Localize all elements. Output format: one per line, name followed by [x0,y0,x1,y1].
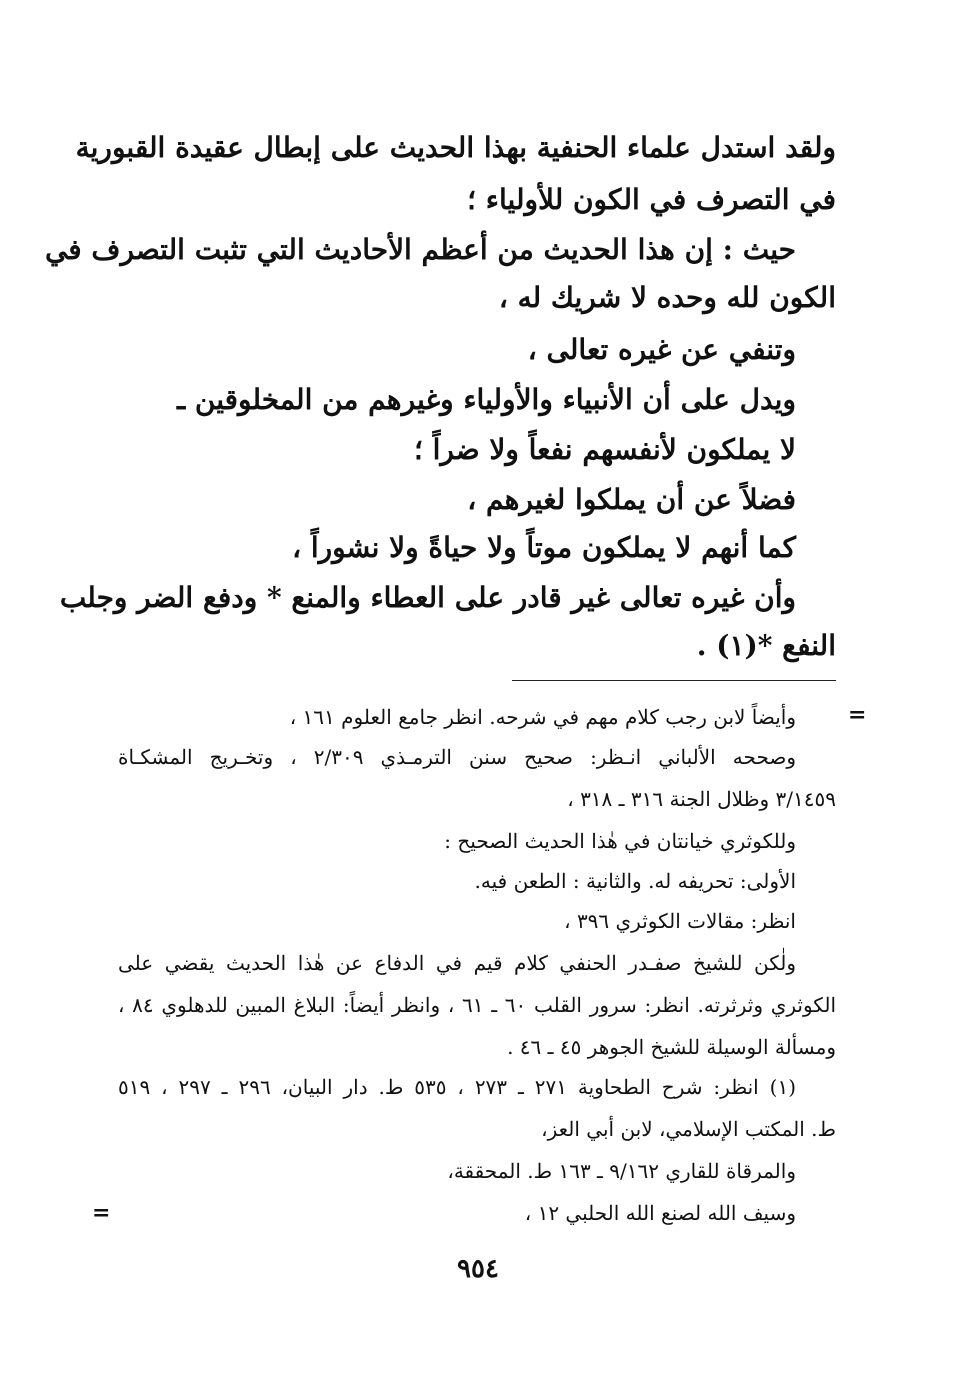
continuation-mark-top: = [848,702,867,728]
continuation-mark-bottom: = [92,1200,111,1226]
main-text-line-5: وتنفي عن غيره تعالى ، [527,333,796,366]
footnote-line-5: الأولى: تحريفه له. والثانية : الطعن فيه. [474,869,796,893]
main-text-line-11: النفع *(١) . [696,629,836,662]
main-text-line-6: ويدل على أن الأنبياء والأولياء وغيرهم من المخلوقين ـ [176,383,796,416]
footnote-line-12: والمرقاة للقاري ٩/١٦٢ ـ ١٦٣ ط. المحققة، [447,1159,796,1183]
main-text-line-1: ولقد استدل علماء الحنفية بهذا الحديث على إبطال عقيدة القبورية [75,131,836,164]
footnote-line-4: وللكوثري خيانتان في هٰذا الحديث الصحيح : [444,829,796,853]
page-number: ٩٥٤ [457,1254,499,1284]
footnote-line-2: وصححه الألباني انـظر: صحيح سنن الترمـذي ٢/٣٠٩ ، وتخـريج المشكـاة [118,745,796,769]
main-text-line-7: لا يملكون لأنفسهم نفعاً ولا ضراً ؛ [413,433,796,466]
footnote-line-13: وسيف الله لصنع الله الحلبي ١٢ ، [524,1201,796,1225]
footnote-line-8: الكوثري وثرثرته. انظر: سرور القلب ٦٠ ـ ٦١ ، وانظر أيضاً: البلاغ المبين للدهلوي ٨٤ ، [118,993,837,1017]
main-text-line-8: فضلاً عن أن يملكوا لغيرهم ، [467,483,796,516]
main-text-line-9: كما أنهم لا يملكون موتاً ولا حياةً ولا نشوراً ، [292,531,796,564]
footnote-line-11: ط. المكتب الإسلامي، لابن أبي العز، [541,1117,836,1141]
main-text-line-4: الكون لله وحده لا شريك له ، [498,281,836,314]
main-text-line-2: في التصرف في الكون للأولياء ؛ [467,183,836,216]
main-text-line-10: وأن غيره تعالى غير قادر على العطاء والمنع * ودفع الضر وجلب [59,581,796,614]
footnote-line-3: ٣/١٤٥٩ وظلال الجنة ٣١٦ ـ ٣١٨ ، [567,787,836,811]
footnote-line-10: (١) انظر: شرح الطحاوية ٢٧١ ـ ٢٧٣ ، ٥٣٥ ط. دار البيان، ٢٩٦ ـ ٢٩٧ ، ٥١٩ [118,1075,797,1099]
footnote-line-9: ومسألة الوسيلة للشيخ الجوهر ٤٥ ـ ٤٦ . [507,1035,836,1059]
main-text-line-3: حيث : إن هذا الحديث من أعظم الأحاديث التي تثبت التصرف في [44,233,796,266]
footnote-divider [512,680,836,681]
footnote-line-1: وأيضاً لابن رجب كلام مهم في شرحه. انظر جامع العلوم ١٦١ ، [289,705,796,729]
footnote-line-7: ولٰكن للشيخ صفـدر الحنفي كلام قيم في الدفاع عن هٰذا الحديث يقضي على [118,951,796,975]
footnote-line-6: انظر: مقالات الكوثري ٣٩٦ ، [564,909,796,933]
